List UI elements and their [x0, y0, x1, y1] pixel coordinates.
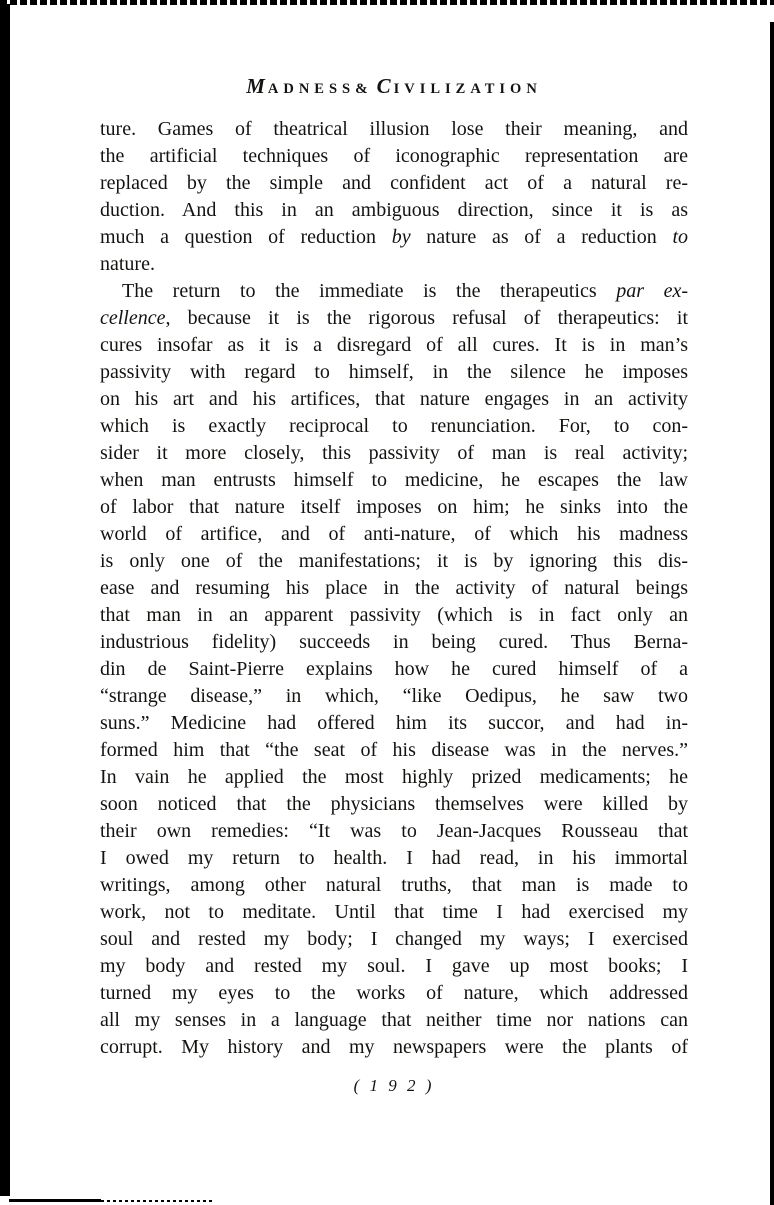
- running-head-madness: ADNESS: [267, 81, 356, 97]
- text-line: when man entrusts himself to medicine, he escapes the law: [100, 469, 688, 491]
- text-line: “strange disease,” in which, “like Oedipus, he saw two: [100, 685, 688, 707]
- text-line: which is exactly reciprocal to renunciation. For, to con-: [100, 415, 688, 437]
- text-line: In vain he applied the most highly prized medicaments; he: [100, 766, 688, 788]
- text-line: ease and resuming his place in the activity of natural beings: [100, 577, 688, 599]
- text-line: corrupt. My history and my newspapers were the plants of: [100, 1036, 688, 1058]
- page-body: [100, 116, 688, 1061]
- page-number: ( 1 9 2 ): [353, 1076, 435, 1095]
- text-line: the artificial techniques of iconographic representation are: [100, 145, 688, 167]
- running-head: [100, 74, 688, 99]
- text-line: cures insofar as it is a disregard of all cures. It is in man’s: [100, 334, 688, 356]
- text-line: much a question of reduction by nature as of a reduction to: [100, 226, 688, 248]
- scan-edge-bottom-dotted: [101, 1200, 213, 1202]
- text-line: that man in an apparent passivity (which is in fact only an: [100, 604, 688, 626]
- text-line: of labor that nature itself imposes on him; he sinks into the: [100, 496, 688, 518]
- text-line: duction. And this in an ambiguous direction, since it is as: [100, 199, 688, 221]
- text-line: nature.: [100, 253, 155, 275]
- text-line: on his art and his artifices, that nature engages in an activity: [100, 388, 688, 410]
- scan-edge-bottom: [9, 1199, 101, 1202]
- text-line: soon noticed that the physicians themselves were killed by: [100, 793, 688, 815]
- text-line: The return to the immediate is the therapeutics par ex-: [122, 280, 688, 302]
- text-line: suns.” Medicine had offered him its succor, and had in-: [100, 712, 688, 734]
- scan-edge-right: [770, 22, 774, 1205]
- text-line: writings, among other natural truths, that man is made to: [100, 874, 688, 896]
- text-line: din de Saint-Pierre explains how he cured himself of a: [100, 658, 688, 680]
- text-line: I owed my return to health. I had read, in his immortal: [100, 847, 688, 869]
- running-head-ampersand: &: [355, 81, 373, 97]
- text-line: ture. Games of theatrical illusion lose their meaning, and: [100, 118, 688, 140]
- text-line: passivity with regard to himself, in the silence he imposes: [100, 361, 688, 383]
- text-line: industrious fidelity) succeeds in being cured. Thus Berna-: [100, 631, 688, 653]
- text-line: all my senses in a language that neither time nor nations can: [100, 1009, 688, 1031]
- scan-edge-top: [0, 0, 774, 5]
- text-line: turned my eyes to the works of nature, which addressed: [100, 982, 688, 1004]
- text-line: my body and rested my soul. I gave up most books; I: [100, 955, 688, 977]
- text-line: soul and rested my body; I changed my ways; I exercised: [100, 928, 688, 950]
- text-line: replaced by the simple and confident act of a natural re-: [100, 172, 688, 194]
- text-line: work, not to meditate. Until that time I had exercised my: [100, 901, 688, 923]
- text-line: is only one of the manifestations; it is by ignoring this dis-: [100, 550, 688, 572]
- text-line: sider it more closely, this passivity of man is real activity;: [100, 442, 688, 464]
- scan-edge-left: [0, 4, 10, 1196]
- text-line: world of artifice, and of anti-nature, of which his madness: [100, 523, 688, 545]
- running-head-civilization: IVILIZATION: [393, 81, 542, 97]
- text-line: formed him that “the seat of his disease was in the nerves.”: [100, 739, 688, 761]
- text-line: their own remedies: “It was to Jean-Jacques Rousseau that: [100, 820, 688, 842]
- running-head-initial-m: M: [246, 74, 268, 98]
- running-head-initial-c: C: [376, 74, 394, 98]
- text-line: cellence, because it is the rigorous refusal of therapeutics: it: [100, 307, 688, 329]
